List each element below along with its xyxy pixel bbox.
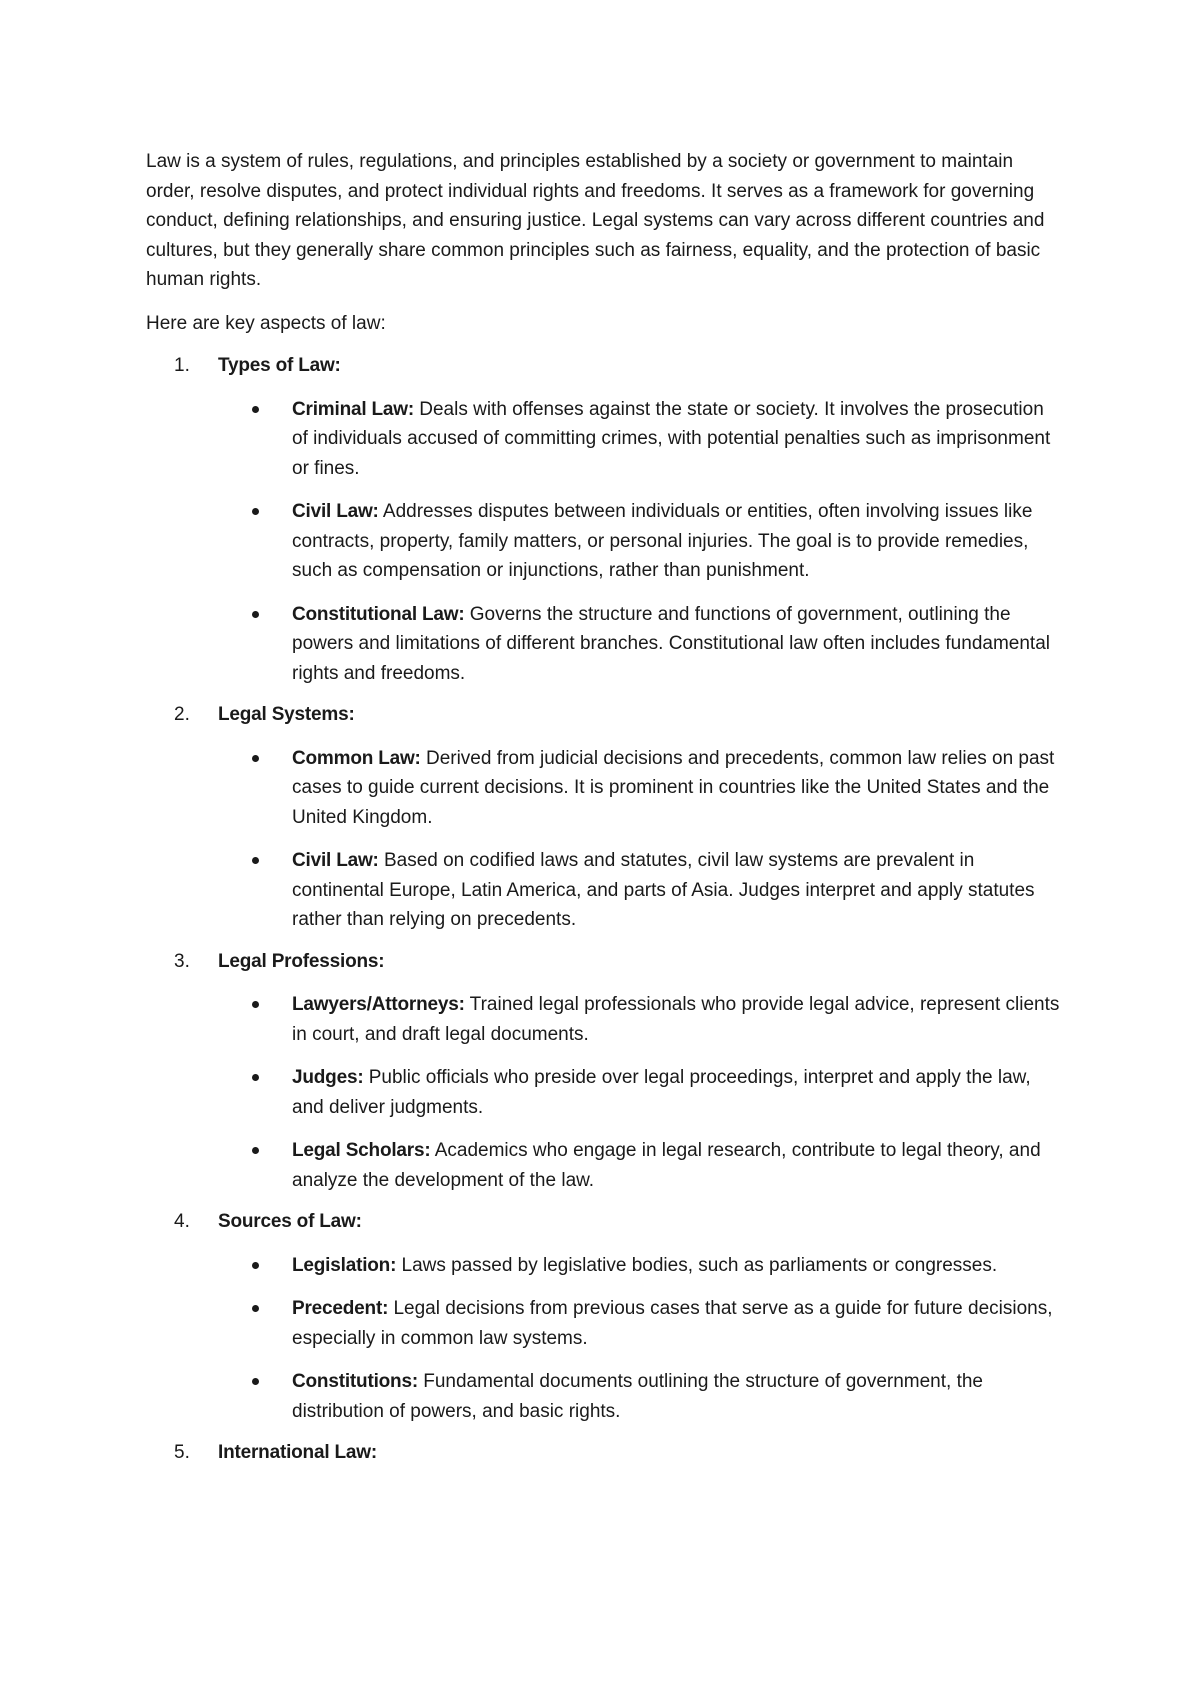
- bullet-text: [292, 497, 1062, 586]
- bullet-term: Civil Law:: [292, 850, 379, 871]
- bullet-term: Criminal Law:: [292, 398, 414, 420]
- bullet-list: [146, 1251, 1066, 1427]
- bullet-description: Fundamental documents outlining the structure of government, the distribution of powers, and basic rights.: [292, 1371, 983, 1422]
- section-item: [146, 700, 1066, 935]
- bullet-icon: [146, 990, 292, 1020]
- section-heading: [146, 1438, 1066, 1468]
- section-number: 5.: [174, 1442, 190, 1463]
- section-item: [146, 351, 1066, 688]
- bullet-text: [292, 1063, 1062, 1122]
- bullet-item: [146, 497, 1066, 586]
- bullet-list: [146, 395, 1066, 689]
- lead-in-paragraph: Here are key aspects of law:: [146, 312, 386, 334]
- bullet-item: [146, 1294, 1066, 1353]
- bullet-icon: [146, 1063, 292, 1093]
- bullet-text: [292, 1367, 1062, 1426]
- bullet-icon: [146, 1367, 292, 1397]
- section-title: Sources of Law:: [218, 1211, 362, 1232]
- bullet-text: [292, 744, 1062, 833]
- bullet-icon: [146, 846, 292, 876]
- bullet-term: Civil Law:: [292, 501, 379, 522]
- bullet-text: [292, 600, 1062, 689]
- section-title: Legal Systems:: [218, 704, 355, 725]
- bullet-text: [292, 990, 1062, 1049]
- bullet-item: [146, 1136, 1066, 1195]
- section-heading: [146, 351, 1066, 381]
- section-number: 4.: [174, 1211, 190, 1232]
- document-body: [146, 147, 1066, 1480]
- bullet-description: Governs the structure and functions of government, outlining the powers and limitations of different branches. Constitutional law often includes fundamental rights and freedoms.: [292, 603, 1050, 684]
- bullet-icon: [146, 395, 292, 425]
- section-number: 2.: [174, 704, 190, 725]
- bullet-text: [292, 1251, 1062, 1281]
- bullet-text: [292, 1294, 1062, 1353]
- section-number: 3.: [174, 950, 190, 972]
- bullet-icon: [146, 1136, 292, 1166]
- bullet-term: Lawyers/Attorneys:: [292, 994, 465, 1015]
- section-title: Types of Law:: [218, 355, 341, 376]
- section-title: Legal Professions:: [218, 950, 385, 972]
- bullet-text: [292, 395, 1062, 484]
- bullet-item: [146, 1063, 1066, 1122]
- bullet-description: Academics who engage in legal research, contribute to legal theory, and analyze the development of the law.: [292, 1140, 1041, 1191]
- bullet-description: Trained legal professionals who provide legal advice, represent clients in court, and draft legal documents.: [292, 994, 1060, 1045]
- bullet-item: [146, 990, 1066, 1049]
- section-item: [146, 1438, 1066, 1468]
- bullet-term: Legal Scholars:: [292, 1140, 431, 1161]
- bullet-item: [146, 1367, 1066, 1426]
- bullet-icon: [146, 744, 292, 774]
- section-item: [146, 947, 1066, 1196]
- bullet-term: Common Law:: [292, 747, 421, 769]
- bullet-item: [146, 395, 1066, 484]
- bullet-term: Legislation:: [292, 1254, 397, 1276]
- bullet-description: Legal decisions from previous cases that serve as a guide for future decisions, especially in common law systems.: [292, 1298, 1053, 1349]
- bullet-text: [292, 846, 1062, 935]
- bullet-item: [146, 600, 1066, 689]
- section-list: [146, 351, 1066, 1468]
- bullet-description: Addresses disputes between individuals or entities, often involving issues like contracts, property, family matters, or personal injuries. The goal is to provide remedies, such as compensation or injunctions, rather than punishment.: [292, 501, 1033, 581]
- bullet-term: Constitutions:: [292, 1371, 418, 1392]
- bullet-icon: [146, 1251, 292, 1281]
- bullet-icon: [146, 600, 292, 630]
- bullet-term: Judges:: [292, 1067, 364, 1088]
- bullet-text: [292, 1136, 1062, 1195]
- section-heading: [146, 1207, 1066, 1237]
- bullet-icon: [146, 497, 292, 527]
- section-item: [146, 1207, 1066, 1426]
- bullet-item: [146, 1251, 1066, 1281]
- section-title: International Law:: [218, 1442, 377, 1463]
- bullet-description: Laws passed by legislative bodies, such as parliaments or congresses.: [396, 1254, 998, 1276]
- bullet-item: [146, 744, 1066, 833]
- bullet-description: Deals with offenses against the state or society. It involves the prosecution of individuals accused of committing crimes, with potential penalties such as imprisonment or fines.: [292, 398, 1051, 479]
- bullet-term: Constitutional Law:: [292, 603, 465, 625]
- section-heading: [146, 700, 1066, 730]
- bullet-term: Precedent:: [292, 1298, 389, 1319]
- bullet-icon: [146, 1294, 292, 1324]
- bullet-item: [146, 846, 1066, 935]
- bullet-list: [146, 990, 1066, 1195]
- bullet-list: [146, 744, 1066, 935]
- bullet-description: Public officials who preside over legal proceedings, interpret and apply the law, and deliver judgments.: [292, 1067, 1031, 1118]
- section-number: 1.: [174, 355, 190, 376]
- section-heading: [146, 947, 1066, 977]
- bullet-description: Based on codified laws and statutes, civil law systems are prevalent in continental Europe, Latin America, and parts of Asia. Judges interpret and apply statutes rather than relying on precedents.: [292, 850, 1035, 930]
- intro-paragraph: Law is a system of rules, regulations, and principles established by a society or government to maintain order, resolve disputes, and protect individual rights and freedoms. It serves as a framework for governing conduct, defining relationships, and ensuring justice. Legal systems can vary across different countries and cultures, but they generally share common principles such as fairness, equality, and the protection of basic human rights.: [146, 151, 1045, 290]
- bullet-description: Derived from judicial decisions and precedents, common law relies on past cases to guide current decisions. It is prominent in countries like the United States and the United Kingdom.: [292, 747, 1055, 828]
